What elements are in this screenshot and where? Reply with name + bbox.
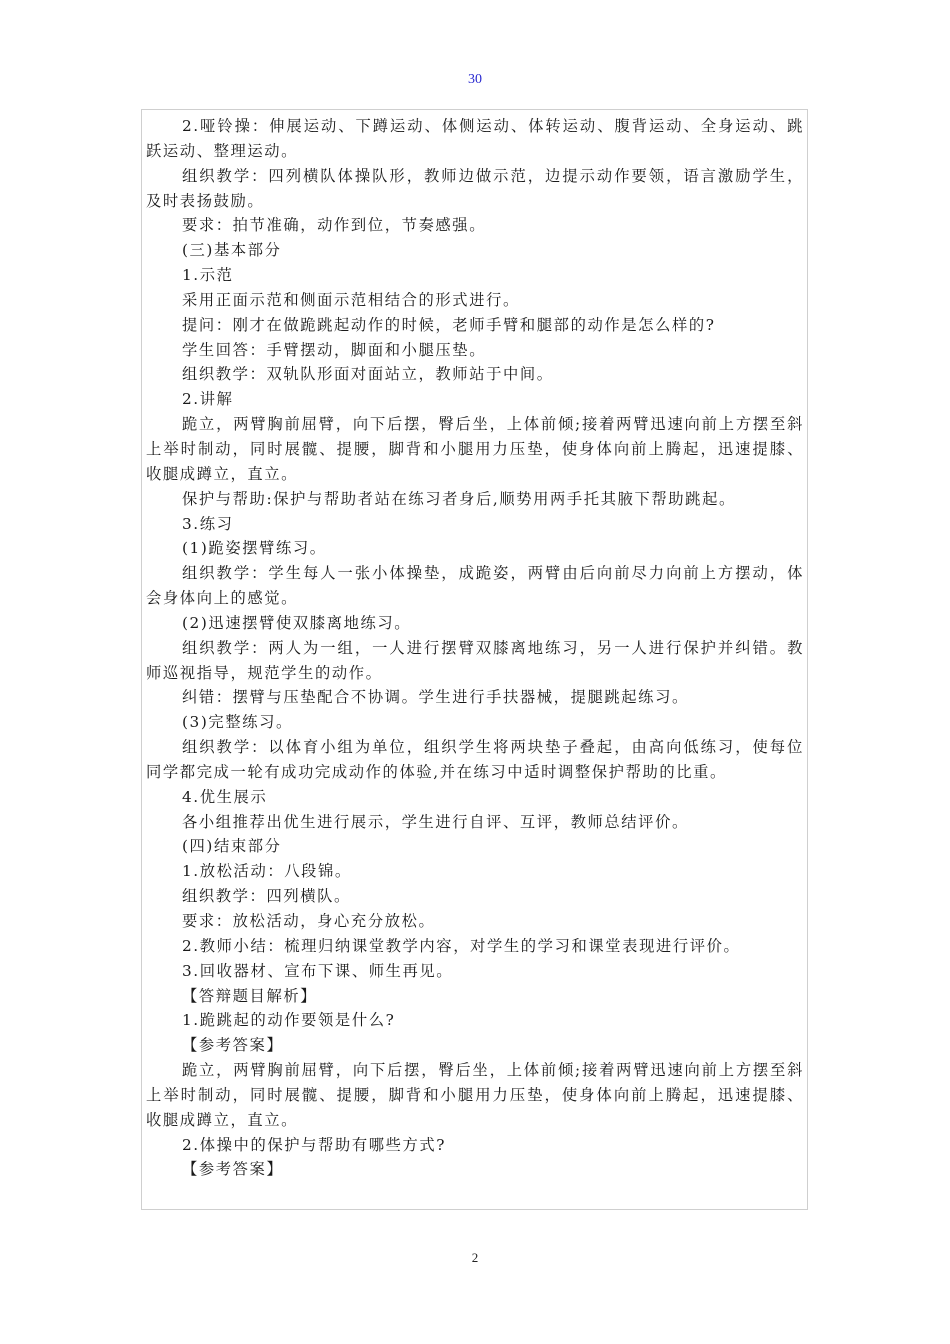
section-heading: (四)结束部分: [181, 837, 282, 856]
footer-page-number: 2: [471, 1250, 479, 1265]
paragraph: 采用正面示范和侧面示范相结合的形式进行。: [181, 290, 520, 309]
header-page-number: 30: [468, 72, 482, 87]
paragraph: 组织教学：两人为一组，一人进行摆臂双膝离地练习，另一人进行保护并纠错。教师巡视指导，规范学生的动作。: [146, 638, 804, 682]
question: 1.跪跳起的动作要领是什么?: [181, 1011, 396, 1030]
paragraph: 保护与帮助:保护与帮助者站在练习者身后,顺势用两手托其腋下帮助跳起。: [181, 489, 736, 508]
paragraph: 各小组推荐出优生进行展示，学生进行自评、互评，教师总结评价。: [181, 812, 689, 831]
subheading: 2.讲解: [181, 390, 234, 409]
paragraph: (1)跪姿摆臂练习。: [181, 539, 327, 558]
document-body: [146, 114, 804, 1182]
paragraph: (2)迅速摆臂使双膝离地练习。: [181, 613, 412, 632]
answer-heading: 【参考答案】: [181, 1036, 284, 1055]
paragraph: 2.哑铃操：伸展运动、下蹲运动、体侧运动、体转运动、腹背运动、全身运动、跳跃运动、整理运动。: [146, 117, 804, 160]
answer-heading: 【参考答案】: [181, 1160, 284, 1179]
subheading: 4.优生展示: [181, 787, 268, 806]
paragraph: 要求：拍节准确，动作到位，节奏感强。: [181, 216, 487, 235]
paragraph: 组织教学：双轨队形面对面站立，教师站于中间。: [181, 365, 554, 384]
paragraph: 提问：刚才在做跪跳起动作的时候，老师手臂和腿部的动作是怎么样的?: [181, 315, 716, 334]
paragraph: 组织教学：四列横队。: [181, 887, 351, 906]
paragraph: 跪立，两臂胸前屈臂，向下后摆，臀后坐，上体前倾;接着两臂迅速向前上方摆至斜上举时制动，同时展髋、提腰，脚背和小腿用力压垫，使身体向前上腾起，迅速提膝、收腿成蹲立，直立。: [146, 415, 804, 483]
question: 2.体操中的保护与帮助有哪些方式?: [181, 1135, 447, 1154]
subheading: 1.示范: [181, 266, 234, 285]
paragraph: 2.教师小结：梳理归纳课堂教学内容，对学生的学习和课堂表现进行评价。: [181, 936, 741, 955]
section-heading: (三)基本部分: [181, 241, 282, 260]
subheading: 3.练习: [181, 514, 234, 533]
paragraph: 组织教学：以体育小组为单位，组织学生将两块垫子叠起，由高向低练习，使每位同学都完成一轮有成功完成动作的体验,并在练习中适时调整保护帮助的比重。: [146, 738, 804, 781]
section-heading: 【答辩题目解析】: [181, 986, 318, 1005]
paragraph: 要求：放松活动，身心充分放松。: [181, 912, 436, 930]
paragraph: 组织教学：学生每人一张小体操垫，成跪姿，两臂由后向前尽力向前上方摆动，体会身体向上的感觉。: [146, 564, 804, 608]
paragraph: 纠错：摆臂与压垫配合不协调。学生进行手扶器械，提腿跳起练习。: [181, 688, 689, 707]
paragraph: 跪立，两臂胸前屈臂，向下后摆，臀后坐，上体前倾;接着两臂迅速向前上方摆至斜上举时制动，同时展髋、提腰，脚背和小腿用力压垫，使身体向前上腾起，迅速提膝、收腿成蹲立，直立。: [146, 1061, 804, 1129]
paragraph: 1.放松活动：八段锦。: [181, 862, 352, 881]
paragraph: 3.回收器材、宣布下课、师生再见。: [181, 961, 454, 980]
paragraph: (3)完整练习。: [181, 713, 293, 732]
paragraph: 组织教学：四列横队体操队形，教师边做示范，边提示动作要领，语言激励学生，及时表扬鼓励。: [146, 166, 804, 210]
paragraph: 学生回答：手臂摆动，脚面和小腿压垫。: [181, 340, 487, 359]
